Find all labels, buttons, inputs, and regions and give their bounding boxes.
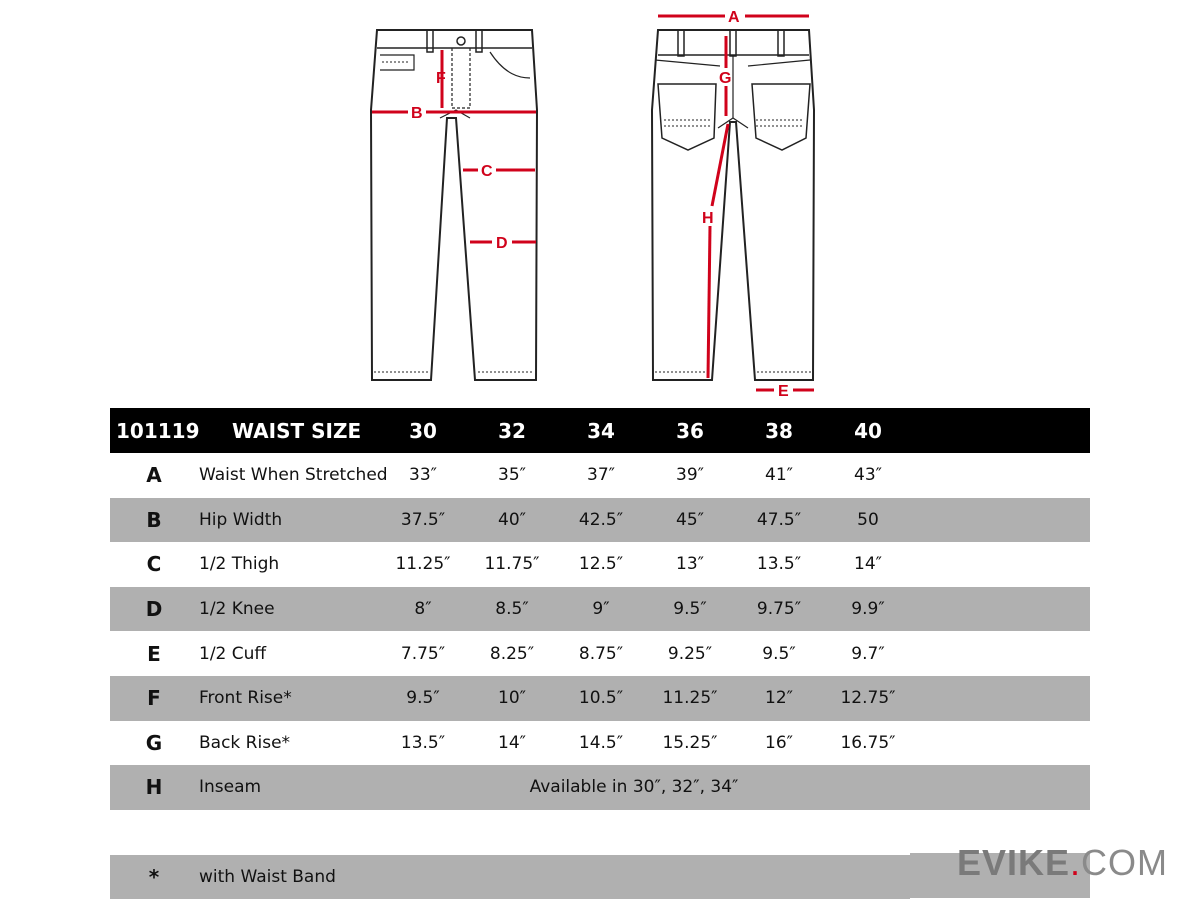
size-value: 37.5″ [400, 509, 446, 530]
row-letter: C [146, 552, 162, 577]
row-label: Hip Width [199, 509, 283, 530]
size-value: 16″ [765, 732, 793, 753]
row-label: Inseam [199, 777, 262, 798]
size-heading: 36 [676, 418, 704, 443]
size-value: 9.75″ [756, 599, 802, 620]
size-value: 10.5″ [578, 688, 624, 709]
size-value: 8.75″ [578, 643, 624, 664]
size-value: 12.5″ [578, 554, 624, 575]
size-value: 35″ [498, 465, 526, 486]
inseam-row [110, 765, 1090, 810]
waist-size-heading: WAIST SIZE [232, 418, 362, 443]
row-letter: B [146, 507, 162, 532]
brand-dot: . [1069, 842, 1081, 883]
brand-suffix: COM [1081, 842, 1168, 883]
size-value: 9.9″ [851, 599, 885, 620]
footnote-text: with Waist Band [199, 867, 336, 888]
size-value: 13.5″ [756, 554, 802, 575]
size-value: 9.5″ [673, 599, 707, 620]
measure-label-e: E [778, 383, 789, 400]
size-heading: 34 [587, 418, 615, 443]
row-label: Front Rise* [199, 688, 292, 709]
measurement-row [110, 587, 1090, 632]
measurement-rows [110, 453, 1090, 765]
row-letter: F [147, 686, 161, 711]
size-value: 33″ [409, 465, 437, 486]
table-header [110, 408, 1090, 453]
size-value: 13″ [676, 554, 704, 575]
measurement-row [110, 453, 1090, 498]
measure-label-d: D [496, 235, 508, 252]
size-value: 9.5″ [762, 643, 796, 664]
product-code: 101119 [116, 418, 200, 443]
size-heading: 30 [409, 418, 437, 443]
row-letter: G [145, 730, 163, 755]
size-value: 14.5″ [578, 732, 624, 753]
measure-label-h: H [702, 210, 714, 227]
size-value: 11.25″ [395, 554, 451, 575]
size-value: 11.25″ [662, 688, 718, 709]
inseam-note: Available in 30″, 32″, 34″ [529, 777, 739, 798]
measurement-row [110, 676, 1090, 721]
measure-label-f: F [436, 70, 446, 87]
size-value: 9.25″ [667, 643, 713, 664]
row-label: 1/2 Knee [199, 599, 275, 620]
size-value: 12″ [765, 688, 793, 709]
row-letter: H [145, 775, 163, 800]
pants-back-view [652, 30, 814, 380]
row-label: 1/2 Cuff [199, 643, 267, 664]
pants-measurement-diagram [0, 0, 1200, 405]
size-value: 15.25″ [662, 732, 718, 753]
size-value: 8.5″ [495, 599, 529, 620]
size-value: 9.5″ [406, 688, 440, 709]
size-value: 9.7″ [851, 643, 885, 664]
evike-logo [957, 842, 1168, 884]
size-value: 13.5″ [400, 732, 446, 753]
measurement-row [110, 542, 1090, 587]
measure-label-c: C [481, 163, 493, 180]
size-value: 41″ [765, 465, 793, 486]
measurement-row [110, 721, 1090, 766]
size-chart-table [110, 408, 1090, 899]
size-heading: 32 [498, 418, 526, 443]
size-value: 39″ [676, 465, 704, 486]
size-value: 7.75″ [400, 643, 446, 664]
size-value: 50 [857, 509, 879, 530]
measure-label-b: B [411, 105, 423, 122]
size-value: 16.75″ [840, 732, 896, 753]
back-measure-lines [658, 16, 814, 390]
size-value: 14″ [854, 554, 882, 575]
size-value: 42.5″ [578, 509, 624, 530]
row-label: 1/2 Thigh [199, 554, 280, 575]
brand-name: EVIKE [956, 842, 1070, 883]
size-value: 47.5″ [756, 509, 802, 530]
front-measure-lines [372, 50, 536, 242]
pants-front-view [371, 30, 537, 380]
row-letter: A [146, 463, 162, 488]
size-value: 12.75″ [840, 688, 896, 709]
size-value: 14″ [498, 732, 526, 753]
size-value: 8″ [414, 599, 432, 620]
size-value: 8.25″ [489, 643, 535, 664]
size-heading: 40 [854, 418, 882, 443]
size-value: 45″ [676, 509, 704, 530]
measure-label-g: G [719, 70, 732, 87]
size-value: 10″ [498, 688, 526, 709]
row-label: Waist When Stretched [199, 465, 388, 486]
measure-label-a: A [728, 9, 740, 26]
size-value: 11.75″ [484, 554, 540, 575]
size-heading: 38 [765, 418, 793, 443]
row-letter: D [145, 597, 163, 622]
size-value: 43″ [854, 465, 882, 486]
footnote-row [110, 855, 910, 900]
size-value: 9″ [592, 599, 610, 620]
measurement-row [110, 498, 1090, 543]
row-label: Back Rise* [199, 732, 291, 753]
measurement-row [110, 631, 1090, 676]
size-value: 40″ [498, 509, 526, 530]
row-letter: E [147, 641, 161, 666]
footnote-marker: * [148, 865, 160, 890]
row-spacer [110, 810, 1090, 855]
size-value: 37″ [587, 465, 615, 486]
